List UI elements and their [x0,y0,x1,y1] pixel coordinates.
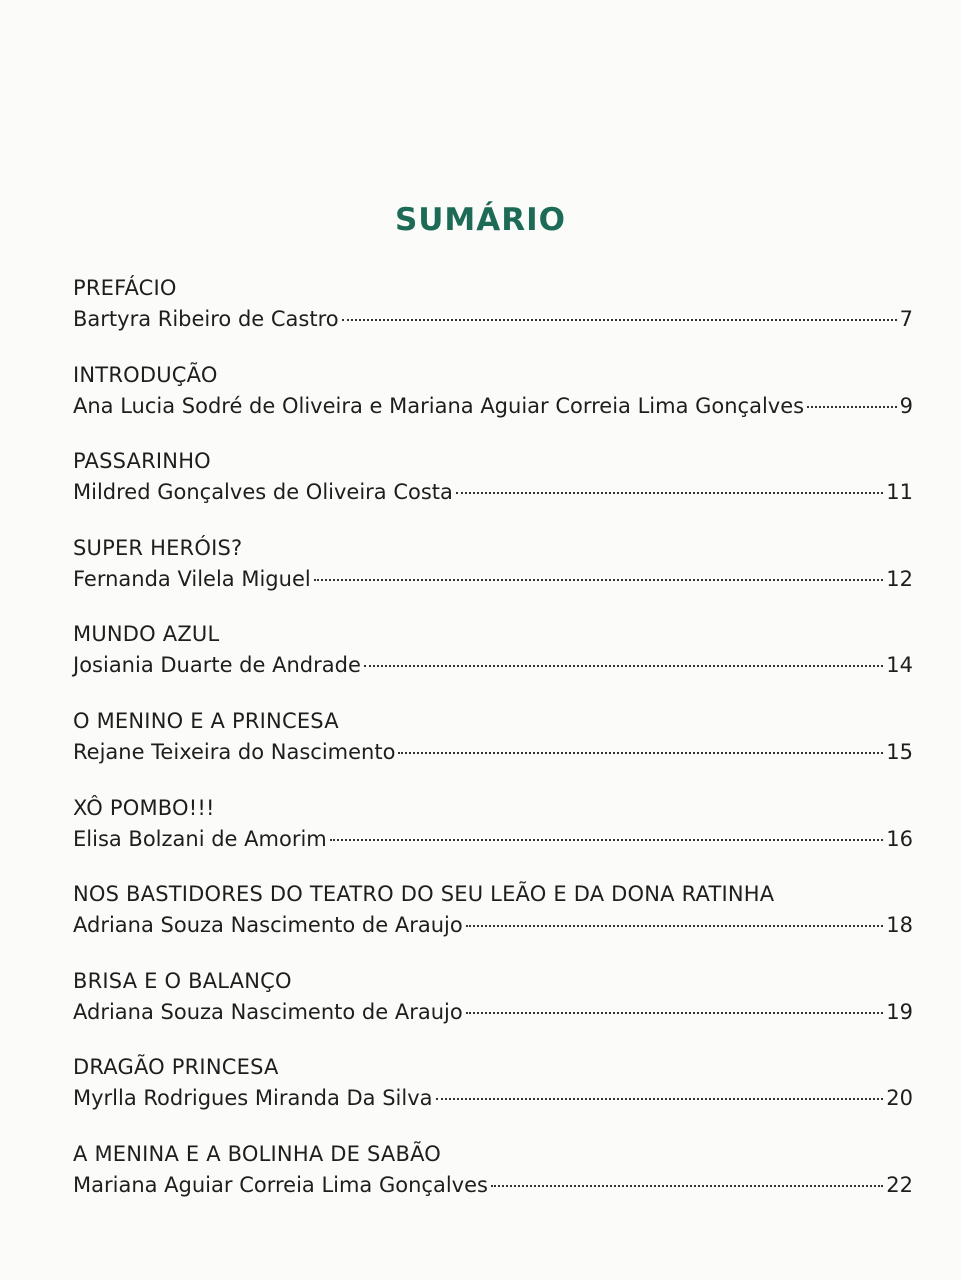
dot-leader [342,318,897,321]
entry-title: XÔ POMBO!!! [73,795,215,820]
page-number: 11 [886,480,913,505]
toc-entry [73,1138,913,1225]
entry-line [73,391,913,421]
entry-line [73,910,913,940]
entry-title: PASSARINHO [73,449,211,474]
page-number: 15 [886,739,913,764]
toc-entry [73,618,913,705]
entry-author: Ana Lucia Sodré de Oliveira e Mariana Aguiar Correia Lima Gonçalves [73,393,805,418]
toc-list [73,272,913,1225]
entry-line [73,1170,913,1200]
entry-line [73,650,913,680]
dot-leader [398,751,883,754]
dot-leader [807,405,897,408]
entry-author: Mildred Gonçalves de Oliveira Costa [73,480,453,505]
entry-title: A MENINA E A BOLINHA DE SABÃO [73,1141,441,1166]
entry-line [73,824,913,854]
entry-author: Josiania Duarte de Andrade [73,653,361,678]
entry-author: Rejane Teixeira do Nascimento [73,739,396,764]
page-number: 22 [886,1172,913,1197]
entry-title: INTRODUÇÃO [73,362,218,387]
toc-entry [73,965,913,1052]
entry-line [73,737,913,767]
entry-line [73,1083,913,1113]
toc-entry [73,445,913,532]
entry-line [73,997,913,1027]
toc-heading: SUMÁRIO [394,202,567,238]
page-number: 19 [886,999,913,1024]
page-number: 9 [899,393,913,418]
entry-title: SUPER HERÓIS? [73,535,243,560]
dot-leader [466,1011,884,1014]
entry-author: Fernanda Vilela Miguel [73,566,311,591]
entry-author: Myrlla Rodrigues Miranda Da Silva [73,1086,433,1111]
entry-title: O MENINO E A PRINCESA [73,708,339,733]
dot-leader [491,1184,883,1187]
toc-entry [73,1051,913,1138]
entry-author: Mariana Aguiar Correia Lima Gonçalves [73,1172,488,1197]
entry-line [73,564,913,594]
toc-entry [73,792,913,879]
page-number: 16 [886,826,913,851]
dot-leader [436,1097,884,1100]
entry-title: DRAGÃO PRINCESA [73,1055,279,1080]
entry-author: Bartyra Ribeiro de Castro [73,307,339,331]
entry-title: MUNDO AZUL [73,622,220,647]
dot-leader [364,664,883,667]
entry-author: Elisa Bolzani de Amorim [73,826,327,851]
page-number: 14 [886,653,913,678]
page-number: 12 [886,566,913,591]
entry-author: Adriana Souza Nascimento de Araujo [73,999,463,1024]
page-number: 18 [886,913,913,938]
entry-author: Adriana Souza Nascimento de Araujo [73,913,463,938]
entry-title: NOS BASTIDORES DO TEATRO DO SEU LEÃO E DA DONA RATINHA [73,882,775,907]
dot-leader [314,578,884,581]
toc-entry [73,359,913,446]
toc-entry [73,272,913,359]
dot-leader [330,838,884,841]
entry-title: BRISA E O BALANÇO [73,968,292,993]
page-number: 7 [899,307,913,331]
dot-leader [456,491,883,494]
entry-line [73,304,913,334]
dot-leader [466,924,884,927]
page-number: 20 [886,1086,913,1111]
toc-entry [73,705,913,792]
entry-title: PREFÁCIO [73,276,177,300]
entry-line [73,477,913,507]
toc-entry [73,878,913,965]
toc-entry [73,532,913,619]
